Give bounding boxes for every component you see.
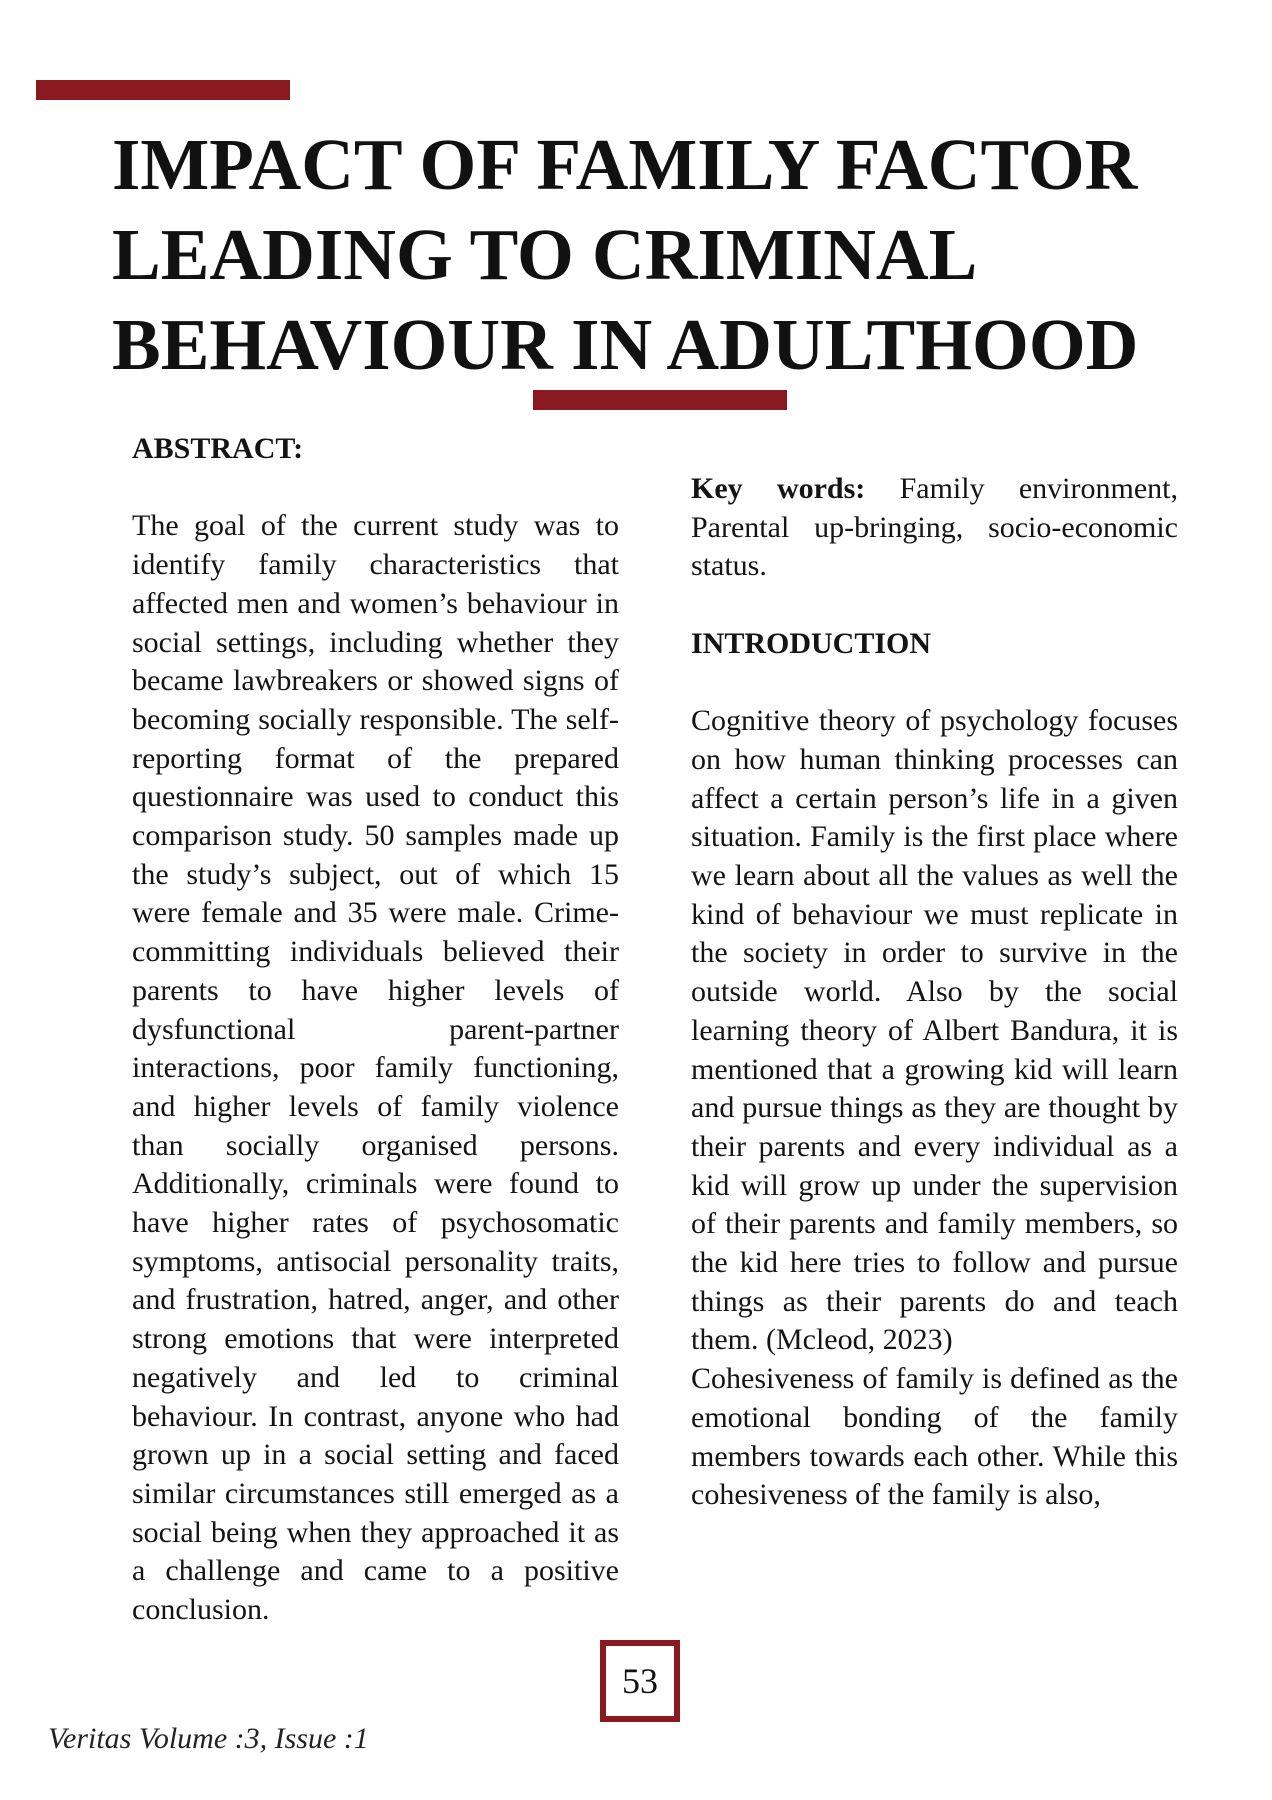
title-line-2: LEADING TO CRIMINAL bbox=[112, 214, 978, 295]
introduction-heading: INTRODUCTION bbox=[691, 626, 932, 660]
page-number: 53 bbox=[622, 1661, 658, 1701]
abstract-text: The goal of the current study was to identify family characteristics that affected men and women’s behaviour in social settings, including whether they became lawbreakers or showed signs of becoming socially responsible. The self-reporting format of the prepared questionnaire was used to conduct this comparison study. 50 samples made up the study’s subject, out of which 15 were female and 35 were male. Crime-committing individuals believed their parents to have higher levels of dysfunctional parent-partner interactions, poor family functioning, and higher levels of family violence than socially organised persons. Additionally, criminals were found to have higher rates of psychosomatic symptoms, antisocial personality traits, and frustration, hatred, anger, and other strong emotions that were interpreted negatively and led to criminal behaviour. In contrast, anyone who had grown up in a social setting and faced similar circumstances still emerged as a social being when they approached it as a challenge and came to a positive conclusion. bbox=[132, 509, 619, 1627]
article-title bbox=[112, 120, 1192, 390]
right-column bbox=[691, 470, 1178, 1515]
spacer bbox=[691, 586, 1178, 625]
keywords bbox=[691, 470, 1178, 586]
keywords-label: Key words: bbox=[691, 472, 866, 505]
top-accent-bar bbox=[36, 80, 290, 100]
spacer bbox=[691, 664, 1178, 703]
page-number-box bbox=[600, 1640, 680, 1722]
journal-footer: Veritas Volume :3, Issue :1 bbox=[48, 1722, 369, 1755]
abstract-heading: ABSTRACT: bbox=[132, 432, 304, 465]
left-column bbox=[132, 430, 619, 1630]
spacer bbox=[132, 469, 619, 508]
title-underline-bar bbox=[533, 390, 787, 410]
title-line-1: IMPACT OF FAMILY FACTOR bbox=[112, 124, 1138, 205]
introduction-paragraph-2: Cohesiveness of family is defined as the emotional bonding of the family members towards each other. While this cohesiveness of the family is also, bbox=[691, 1362, 1178, 1512]
introduction-paragraph-1: Cognitive theory of psychology focuses on how human thinking processes can affect a certain person’s life in a given situation. Family is the first place where we learn about all the values as well the kind of behaviour we must replicate in the society in order to survive in the outside world. Also by the social learning theory of Albert Bandura, it is mentioned that a growing kid will learn and pursue things as they are thought by their parents and every individual as a kid will grow up under the supervision of their parents and family members, so the kid here tries to follow and pursue things as their parents do and teach them. (Mcleod, 2023) bbox=[691, 704, 1178, 1357]
title-line-3: BEHAVIOUR IN ADULTHOOD bbox=[112, 304, 1139, 385]
keywords-text: Family environment, Parental up-bringing, socio-economic status. bbox=[691, 472, 1178, 583]
